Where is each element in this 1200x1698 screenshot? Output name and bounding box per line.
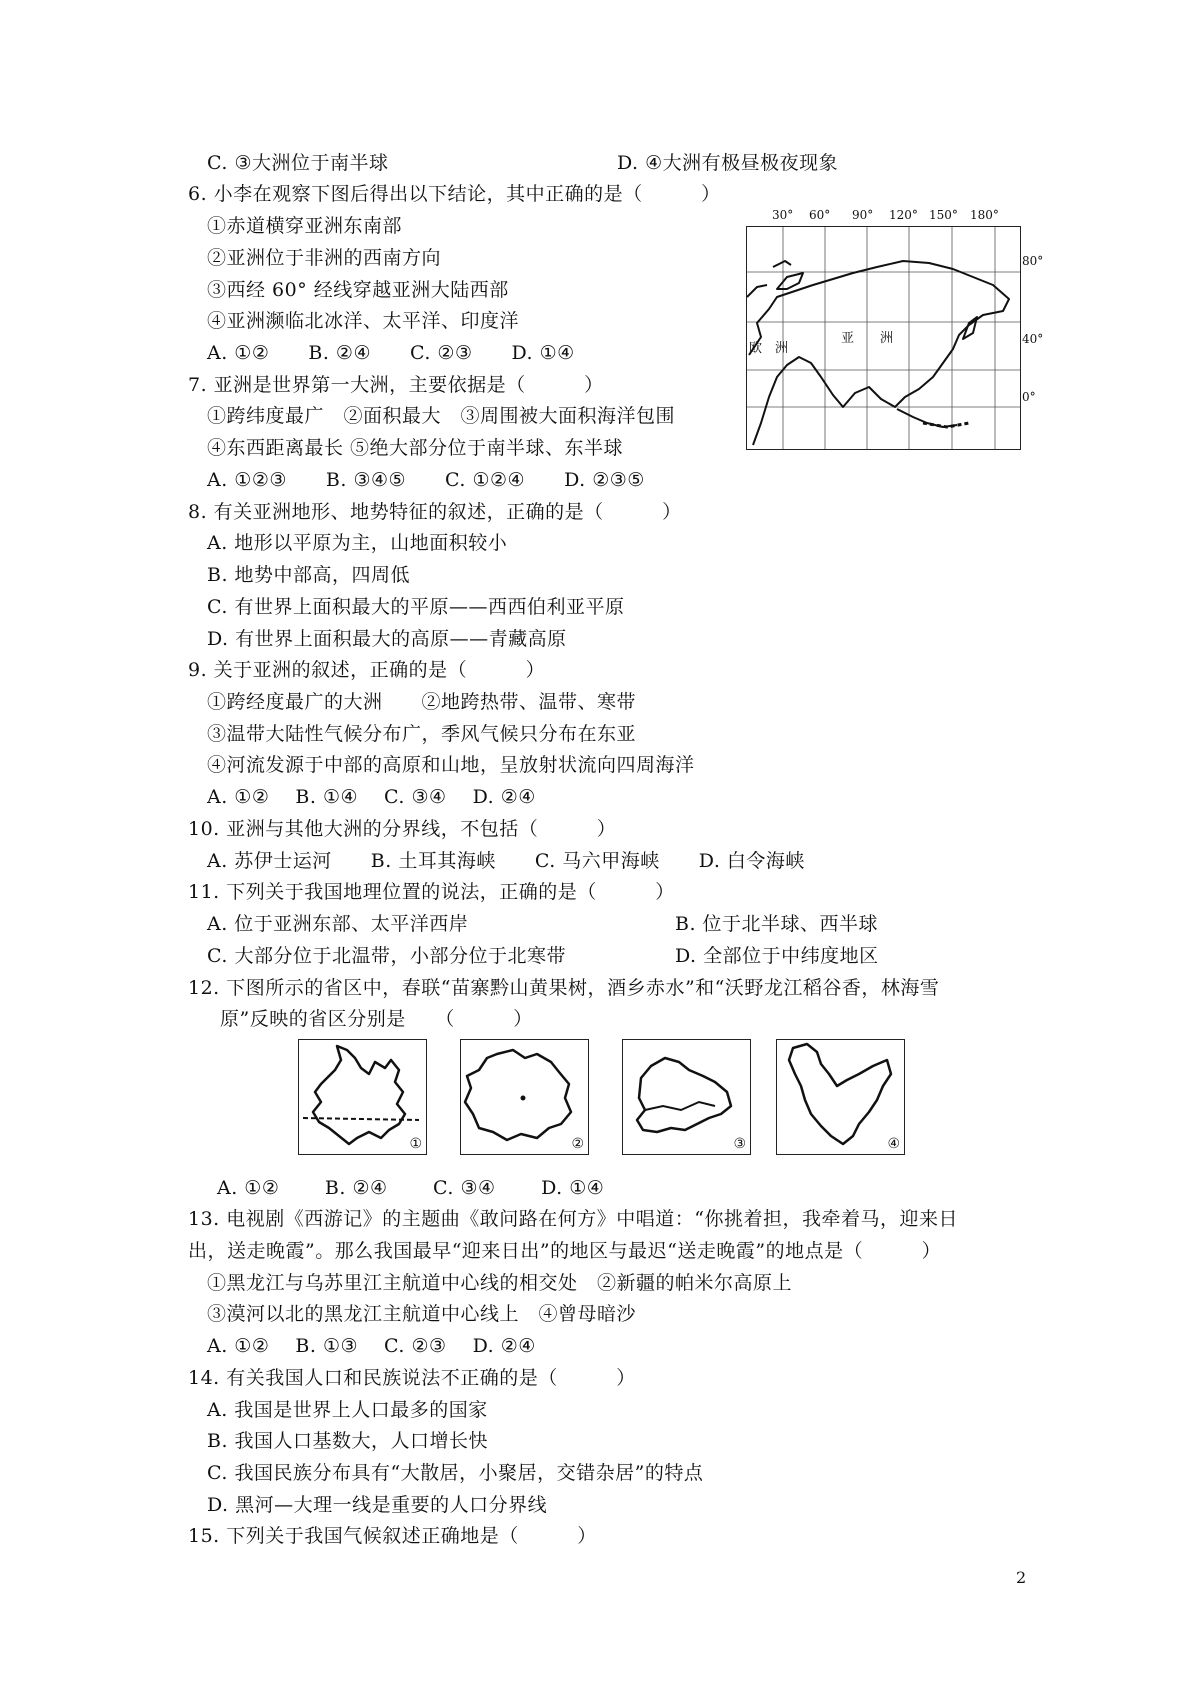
lat-label-80: 80° (1022, 254, 1044, 268)
q13-stem-2: 出，送走晚霞”。那么我国最早“迎来日出”的地区与最迟“送走晚霞”的地点是（ ） (188, 1240, 942, 1262)
q9-options: A. ①② B. ①④ C. ③④ D. ②④ (207, 786, 536, 808)
province-outline-3 (637, 1058, 731, 1132)
q11-stem: 11. 下列关于我国地理位置的说法，正确的是（ ） (188, 881, 675, 903)
q6-stem: 6. 小李在观察下图后得出以下结论，其中正确的是（ ） (188, 183, 721, 205)
q7-options: A. ①②③ B. ③④⑤ C. ①②④ D. ②③⑤ (207, 469, 645, 491)
q11-option-b: B. 位于北半球、西半球 (675, 913, 879, 935)
q8-stem: 8. 有关亚洲地形、地势特征的叙述，正确的是（ ） (188, 501, 682, 523)
asia-map (746, 226, 1021, 450)
q5-option-d: D. ④大洲有极昼极夜现象 (617, 152, 839, 174)
asia-map-figure (740, 204, 1044, 454)
province-map-3 (622, 1039, 751, 1155)
q15-stem: 15. 下列关于我国气候叙述正确地是（ ） (188, 1525, 597, 1547)
q6-item-2: ②亚洲位于非洲的西南方向 (207, 247, 442, 269)
province-map-2 (460, 1039, 589, 1155)
lon-label-120: 120° (889, 208, 918, 222)
q7-stem: 7. 亚洲是世界第一大洲，主要依据是（ ） (188, 374, 604, 396)
province-num-1: ① (409, 1136, 422, 1152)
q6-options: A. ①② B. ②④ C. ②③ D. ①④ (207, 342, 575, 364)
q13-stem-1: 13. 电视剧《西游记》的主题曲《敢问路在何方》中唱道：“你挑着担，我牵着马，迎来日 (188, 1208, 958, 1230)
lon-label-90: 90° (852, 208, 874, 222)
lon-label-180: 180° (970, 208, 999, 222)
q5-option-c: C. ③大洲位于南半球 (207, 152, 389, 174)
province-num-3: ③ (733, 1136, 746, 1152)
q13-options: A. ①② B. ①③ C. ②③ D. ②④ (207, 1335, 536, 1357)
q10-options: A. 苏伊士运河 B. 土耳其海峡 C. 马六甲海峡 D. 白令海峡 (207, 850, 805, 872)
province-outline-2 (465, 1050, 571, 1140)
q13-items-b: ③漠河以北的黑龙江主航道中心线上 ④曾母暗沙 (207, 1303, 637, 1325)
q7-items-a: ①跨纬度最广 ②面积最大 ③周围被大面积海洋包围 (207, 405, 676, 427)
q6-item-1: ①赤道横穿亚洲东南部 (207, 215, 403, 237)
province-map-4 (776, 1039, 905, 1155)
q13-items-a: ①黑龙江与乌苏里江主航道中心线的相交处 ②新疆的帕米尔高原上 (207, 1272, 793, 1294)
q14-option-d: D. 黑河—大理一线是重要的人口分界线 (207, 1494, 548, 1516)
lon-label-30: 30° (772, 208, 794, 222)
lon-label-60: 60° (809, 208, 831, 222)
q8-option-c: C. 有世界上面积最大的平原——西西伯利亚平原 (207, 596, 625, 618)
q9-item-4: ④河流发源于中部的高原和山地，呈放射状流向四周海洋 (207, 754, 695, 776)
q7-items-b: ④东西距离最长 ⑤绝大部分位于南半球、东半球 (207, 437, 624, 459)
q8-option-d: D. 有世界上面积最大的高原——青藏高原 (207, 628, 567, 650)
q12-stem-2: 原”反映的省区分别是 （ ） (220, 1008, 533, 1030)
europe-label: 欧 洲 (749, 341, 789, 356)
q11-option-d: D. 全部位于中纬度地区 (675, 945, 879, 967)
q12-stem-1: 12. 下图所示的省区中，春联“苗寨黔山黄果树，酒乡赤水”和“沃野龙江稻谷香，林海雪 (188, 977, 940, 999)
province-map-1 (298, 1039, 427, 1155)
page-number: 2 (1016, 1568, 1027, 1587)
q14-option-c: C. 我国民族分布具有“大散居，小聚居，交错杂居”的特点 (207, 1462, 704, 1484)
q9-stem: 9. 关于亚洲的叙述，正确的是（ ） (188, 659, 546, 681)
q9-item-3: ③温带大陆性气候分布广，季风气候只分布在东亚 (207, 723, 637, 745)
province-outline-4 (789, 1044, 891, 1144)
q8-option-a: A. 地形以平原为主，山地面积较小 (207, 532, 508, 554)
q6-item-3: ③西经 60° 经线穿越亚洲大陆西部 (207, 279, 509, 301)
lat-label-40: 40° (1022, 332, 1044, 346)
q8-option-b: B. 地势中部高，四周低 (207, 564, 411, 586)
q14-option-b: B. 我国人口基数大，人口增长快 (207, 1430, 489, 1452)
q14-stem: 14. 有关我国人口和民族说法不正确的是（ ） (188, 1367, 636, 1389)
q10-stem: 10. 亚洲与其他大洲的分界线，不包括（ ） (188, 818, 617, 840)
q11-option-c: C. 大部分位于北温带，小部分位于北寒带 (207, 945, 566, 967)
q6-item-4: ④亚洲濒临北冰洋、太平洋、印度洋 (207, 310, 520, 332)
q9-items-a: ①跨经度最广的大洲 ②地跨热带、温带、寒带 (207, 691, 637, 713)
q11-option-a: A. 位于亚洲东部、太平洋西岸 (207, 913, 469, 935)
lat-label-0: 0° (1022, 390, 1036, 404)
province-num-4: ④ (887, 1136, 900, 1152)
lon-label-150: 150° (929, 208, 958, 222)
q12-options: A. ①② B. ②④ C. ③④ D. ①④ (217, 1177, 605, 1199)
q14-option-a: A. 我国是世界上人口最多的国家 (207, 1399, 488, 1421)
province-num-2: ② (571, 1136, 584, 1152)
province-outline-1 (313, 1046, 405, 1144)
asia-label: 亚 洲 (841, 331, 894, 346)
